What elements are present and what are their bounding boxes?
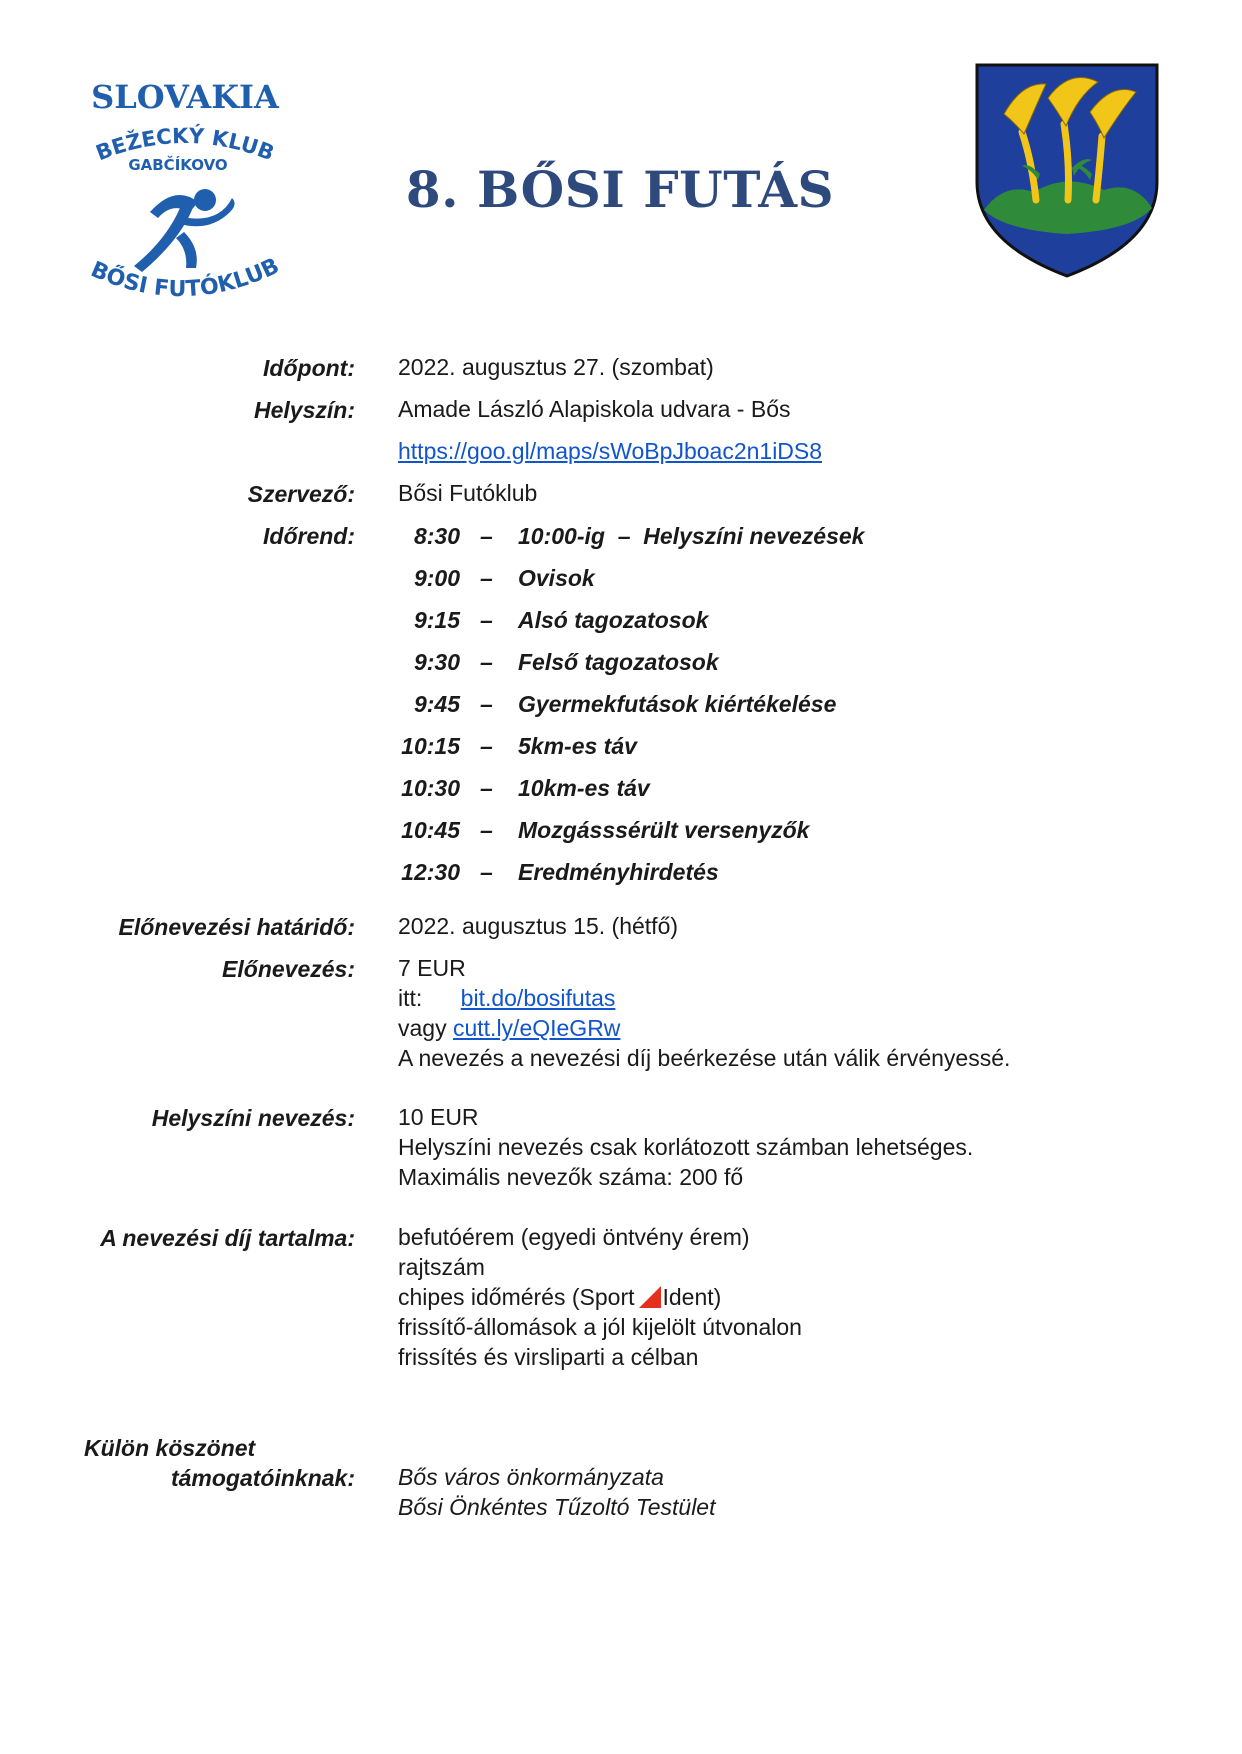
schedule-event: Felső tagozatosok (518, 649, 719, 675)
thanks-label-line1: Külön köszönet (84, 1435, 256, 1461)
schedule-dash: – (480, 607, 493, 633)
schedule-dash: – (480, 691, 493, 717)
runner-icon (134, 189, 235, 272)
sponsor-item: Bősi Önkéntes Tűzoltó Testület (398, 1494, 716, 1520)
sportident-logo-icon (639, 1286, 661, 1308)
pre-entry-or-prefix: vagy (398, 1015, 447, 1041)
date-label: Időpont: (263, 355, 355, 381)
organizer-value: Bősi Futóklub (398, 480, 538, 506)
fee-item-timing-suffix: Ident) (662, 1284, 722, 1310)
venue-map-link-container (398, 436, 822, 466)
schedule-time: 10:30 (401, 775, 460, 801)
fee-item: rajtszám (398, 1254, 485, 1280)
fee-item: frissítő-állomások a jól kijelölt útvonalon (398, 1314, 802, 1340)
schedule-label: Időrend: (263, 523, 355, 549)
thanks-label-line2: támogatóinknak: (170, 1465, 355, 1491)
pre-entry-price: 7 EUR (398, 955, 466, 981)
schedule-dash: – (480, 817, 493, 843)
pre-entry-link-2[interactable]: cutt.ly/eQIeGRw (452, 1015, 621, 1041)
sponsor-item: Bős város önkormányzata (398, 1464, 664, 1490)
onsite-entry-note: Helyszíni nevezés csak korlátozott számban lehetséges. (398, 1134, 974, 1160)
schedule-time: 12:30 (401, 859, 460, 885)
schedule-dash: – (480, 859, 493, 885)
schedule-time: 9:45 (413, 691, 460, 717)
schedule-dash: – (480, 565, 493, 591)
venue-map-link[interactable]: https://goo.gl/maps/sWoBpJboac2n1iDS8 (398, 438, 823, 464)
schedule-event: Eredményhirdetés (518, 859, 719, 885)
schedule-time: 8:30 (413, 523, 460, 549)
venue-value: Amade László Alapiskola udvara - Bős (398, 396, 791, 422)
pre-entry-label: Előnevezés: (222, 956, 355, 982)
club-logo-town: GABČÍKOVO (128, 156, 228, 174)
club-logo-name-hu: BŐSI FUTÓKLUB (86, 253, 284, 303)
fee-item-timing: chipes időmérés (Sport (398, 1284, 635, 1310)
fee-item: befutóérem (egyedi öntvény érem) (398, 1224, 750, 1250)
onsite-entry-details (398, 1102, 973, 1192)
fee-item: frissítés és virsliparti a célban (398, 1344, 699, 1370)
pre-entry-link-1[interactable]: bit.do/bosifutas (460, 985, 616, 1011)
schedule-event: Ovisok (518, 565, 595, 591)
fee-includes-list (398, 1222, 802, 1372)
onsite-entry-max: Maximális nevezők száma: 200 fő (398, 1164, 744, 1190)
club-logo-country: SLOVAKIA (91, 78, 279, 116)
club-logo-name-sk: BEŽECKÝ KLUB (92, 123, 278, 166)
page-title: 8. BŐSI FUTÁS (405, 160, 835, 219)
schedule-time: 9:30 (413, 649, 460, 675)
schedule-time: 9:00 (413, 565, 460, 591)
club-logo (80, 72, 290, 332)
pre-entry-details (398, 953, 1010, 1073)
schedule-dash: – (480, 523, 493, 549)
fee-includes-label: A nevezési díj tartalma: (100, 1225, 355, 1251)
date-value: 2022. augusztus 27. (szombat) (398, 354, 714, 380)
schedule-time: 10:15 (401, 733, 460, 759)
schedule-time: 9:15 (413, 607, 460, 633)
schedule-time: 10:45 (401, 817, 460, 843)
svg-text:BŐSI FUTÓKLUB (87, 254, 283, 303)
pre-entry-here-prefix: itt: (398, 985, 423, 1011)
schedule-dash: – (480, 775, 493, 801)
sponsors-list (398, 1462, 716, 1522)
pre-deadline-label: Előnevezési határidő: (118, 914, 355, 940)
venue-label: Helyszín: (254, 397, 355, 423)
schedule-event: Gyermekfutások kiértékelése (518, 691, 837, 717)
coat-of-arms-icon (974, 62, 1160, 280)
onsite-entry-label: Helyszíni nevezés: (151, 1105, 355, 1131)
schedule-event: 10km-es táv (518, 775, 650, 801)
schedule-event: 10:00-ig – Helyszíni nevezések (518, 523, 865, 549)
organizer-label: Szervező: (247, 481, 355, 507)
schedule-dash: – (480, 649, 493, 675)
schedule-event: Mozgásssérült versenyzők (518, 817, 810, 843)
pre-deadline-value: 2022. augusztus 15. (hétfő) (398, 913, 679, 939)
onsite-entry-price: 10 EUR (398, 1104, 479, 1130)
schedule-event: 5km-es táv (518, 733, 637, 759)
schedule-dash: – (480, 733, 493, 759)
pre-entry-note: A nevezés a nevezési díj beérkezése után válik érvényessé. (398, 1045, 1011, 1071)
schedule-event: Alsó tagozatosok (518, 607, 709, 633)
